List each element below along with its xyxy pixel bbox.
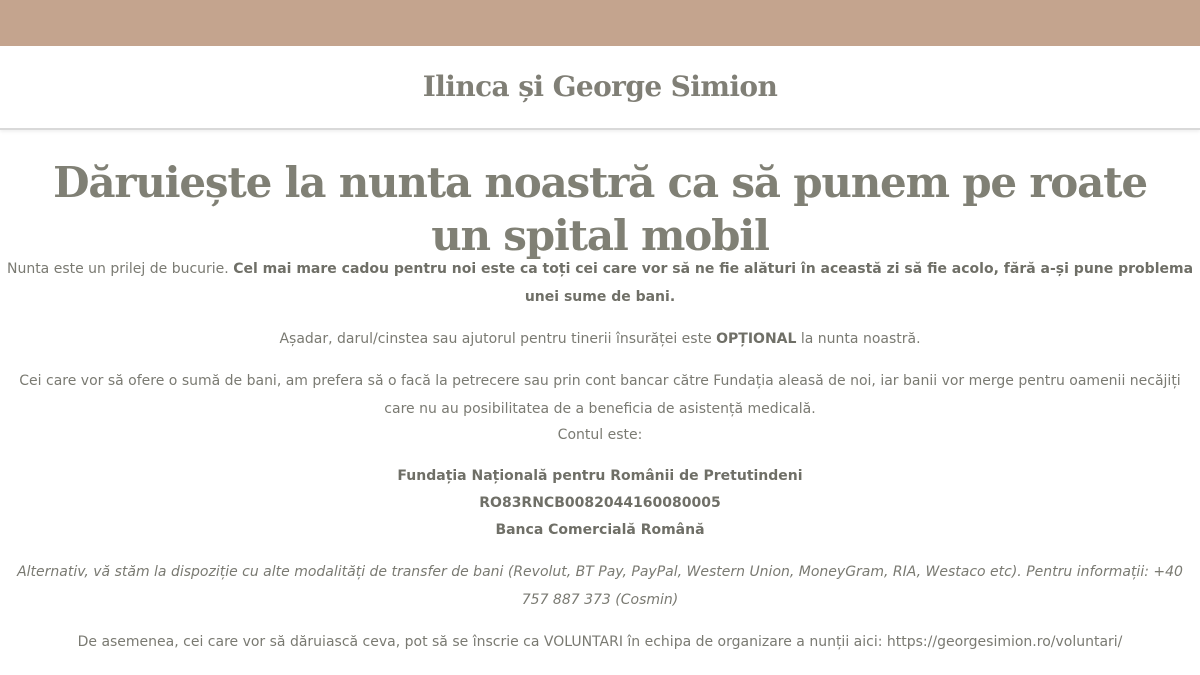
optional-after: la nunta noastră.	[796, 331, 921, 347]
page-headline: Dăruiește la nunta noastră ca să punem pe roate un spital mobil	[53, 158, 1147, 260]
top-color-band	[0, 0, 1200, 46]
intro-lead: Nunta este un prilej de bucurie.	[6, 261, 234, 277]
volunteer-paragraph: De asemenea, cei care vor să dăruiască ceva, pot să se înscrie ca VOLUNTARI în echipa de organizare a nunții aici: https://georgesimion.ro/voluntari/	[77, 634, 1123, 650]
account-iban: RO83RNCB0082044160080005	[479, 495, 721, 511]
account-intro: Contul este:	[557, 427, 643, 443]
optional-bold: OPȚIONAL	[716, 331, 797, 347]
optional-paragraph	[0, 325, 1200, 353]
intro-paragraph	[0, 255, 1200, 311]
site-header	[0, 46, 1200, 130]
account-bank: Banca Comercială Română	[495, 522, 705, 538]
site-title[interactable]: Ilinca și George Simion	[422, 70, 778, 103]
intro-bold: Cel mai mare cadou pentru noi este ca toți cei care vor să ne fie alături în această zi să fie acolo, fără a-și pune problema unei sume de bani.	[233, 261, 1194, 305]
account-details	[0, 463, 1200, 544]
optional-before: Așadar, darul/cinstea sau ajutorul pentru tinerii însurăței este	[279, 331, 717, 347]
alternative-paragraph: Alternativ, vă stăm la dispoziție cu alte modalități de transfer de bani (Revolut, BT Pay, PayPal, Western Union, MoneyGram, RIA, Westaco etc). Pentru informații: +40 757 887 373 (Cosmin)	[17, 564, 1183, 608]
donate-paragraph: Cei care vor să ofere o sumă de bani, am prefera să o facă la petrecere sau prin cont bancar către Fundația aleasă de noi, iar banii vor merge pentru oamenii necăjiți care nu au posibilitatea de a beneficia de asistență medicală.	[19, 373, 1181, 417]
main-content	[0, 130, 1200, 656]
account-foundation: Fundația Națională pentru Românii de Pretutindeni	[397, 468, 803, 484]
